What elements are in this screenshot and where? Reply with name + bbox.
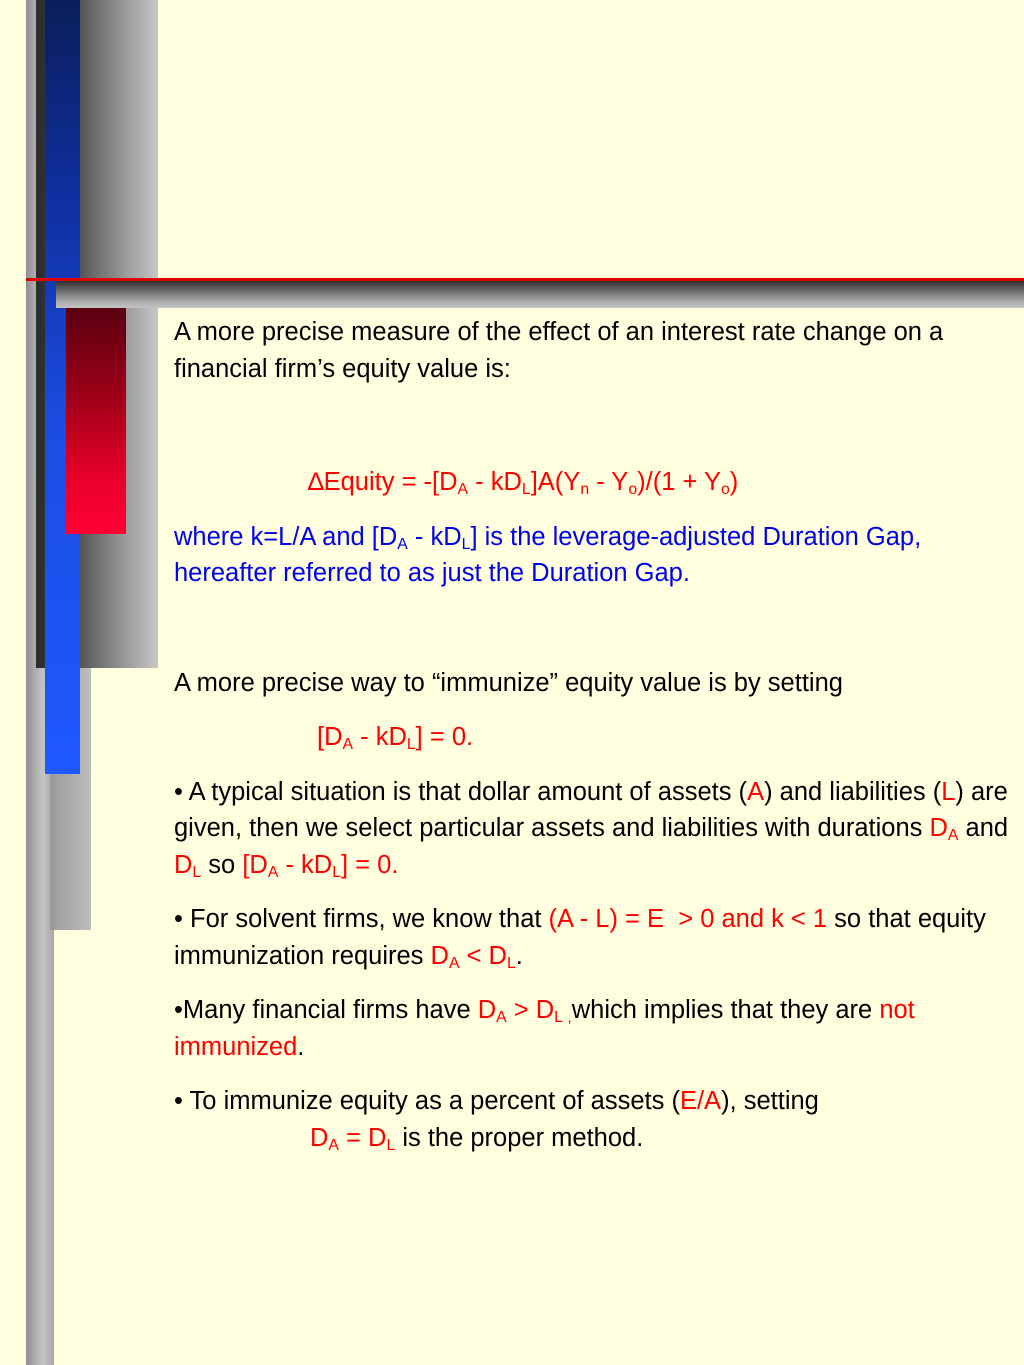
immunize-paragraph: A more precise way to “immunize” equity value is by setting [174,668,843,697]
intro-paragraph: A more precise measure of the effect of an interest rate change on a financial firm’s equity value is: [174,318,944,383]
immunization-condition: $[D_A - kD_L] = 0$. [317,723,474,753]
delta-symbol: ∆ [308,468,324,496]
bullet-not-immunized: •Many financial firms have $D_A > D_L$ $_,$which implies that they are not immunized. [174,996,915,1061]
slide-body [174,314,1009,1156]
duration-gap-definition: where k=L/A and $[D_A - kD_L]$ is the leverage-adjusted Duration Gap, hereafter referred to as just the Duration Gap. [174,522,922,587]
bullet-equity-percent: • To immunize equity as a percent of assets (E/A), setting [174,1087,819,1115]
sidebar-red-block [66,308,126,534]
bullet-typical-situation: • A typical situation is that dollar amount of assets (A) and liabilities (L) are given, then we select particular assets and liabilities with durations $D_A$ and $D_L$ so $[D_A - kD_L] = 0$. [174,777,1009,881]
bullet-solvent-firms: • For solvent firms, we know that (A - L) = E > 0 and k < 1 so that equity immunization requires $D_A < D_L$. [174,905,986,972]
duration-gap-equation: ∆Equity = $-[D_A - kD_L]A(Y_n - Y_o)/(1 + Y_o)$ [308,468,739,498]
bullet-equity-percent-condition: $D_A = D_L$ is the proper method. [310,1123,644,1154]
title-divider-gray-band [56,281,1024,308]
